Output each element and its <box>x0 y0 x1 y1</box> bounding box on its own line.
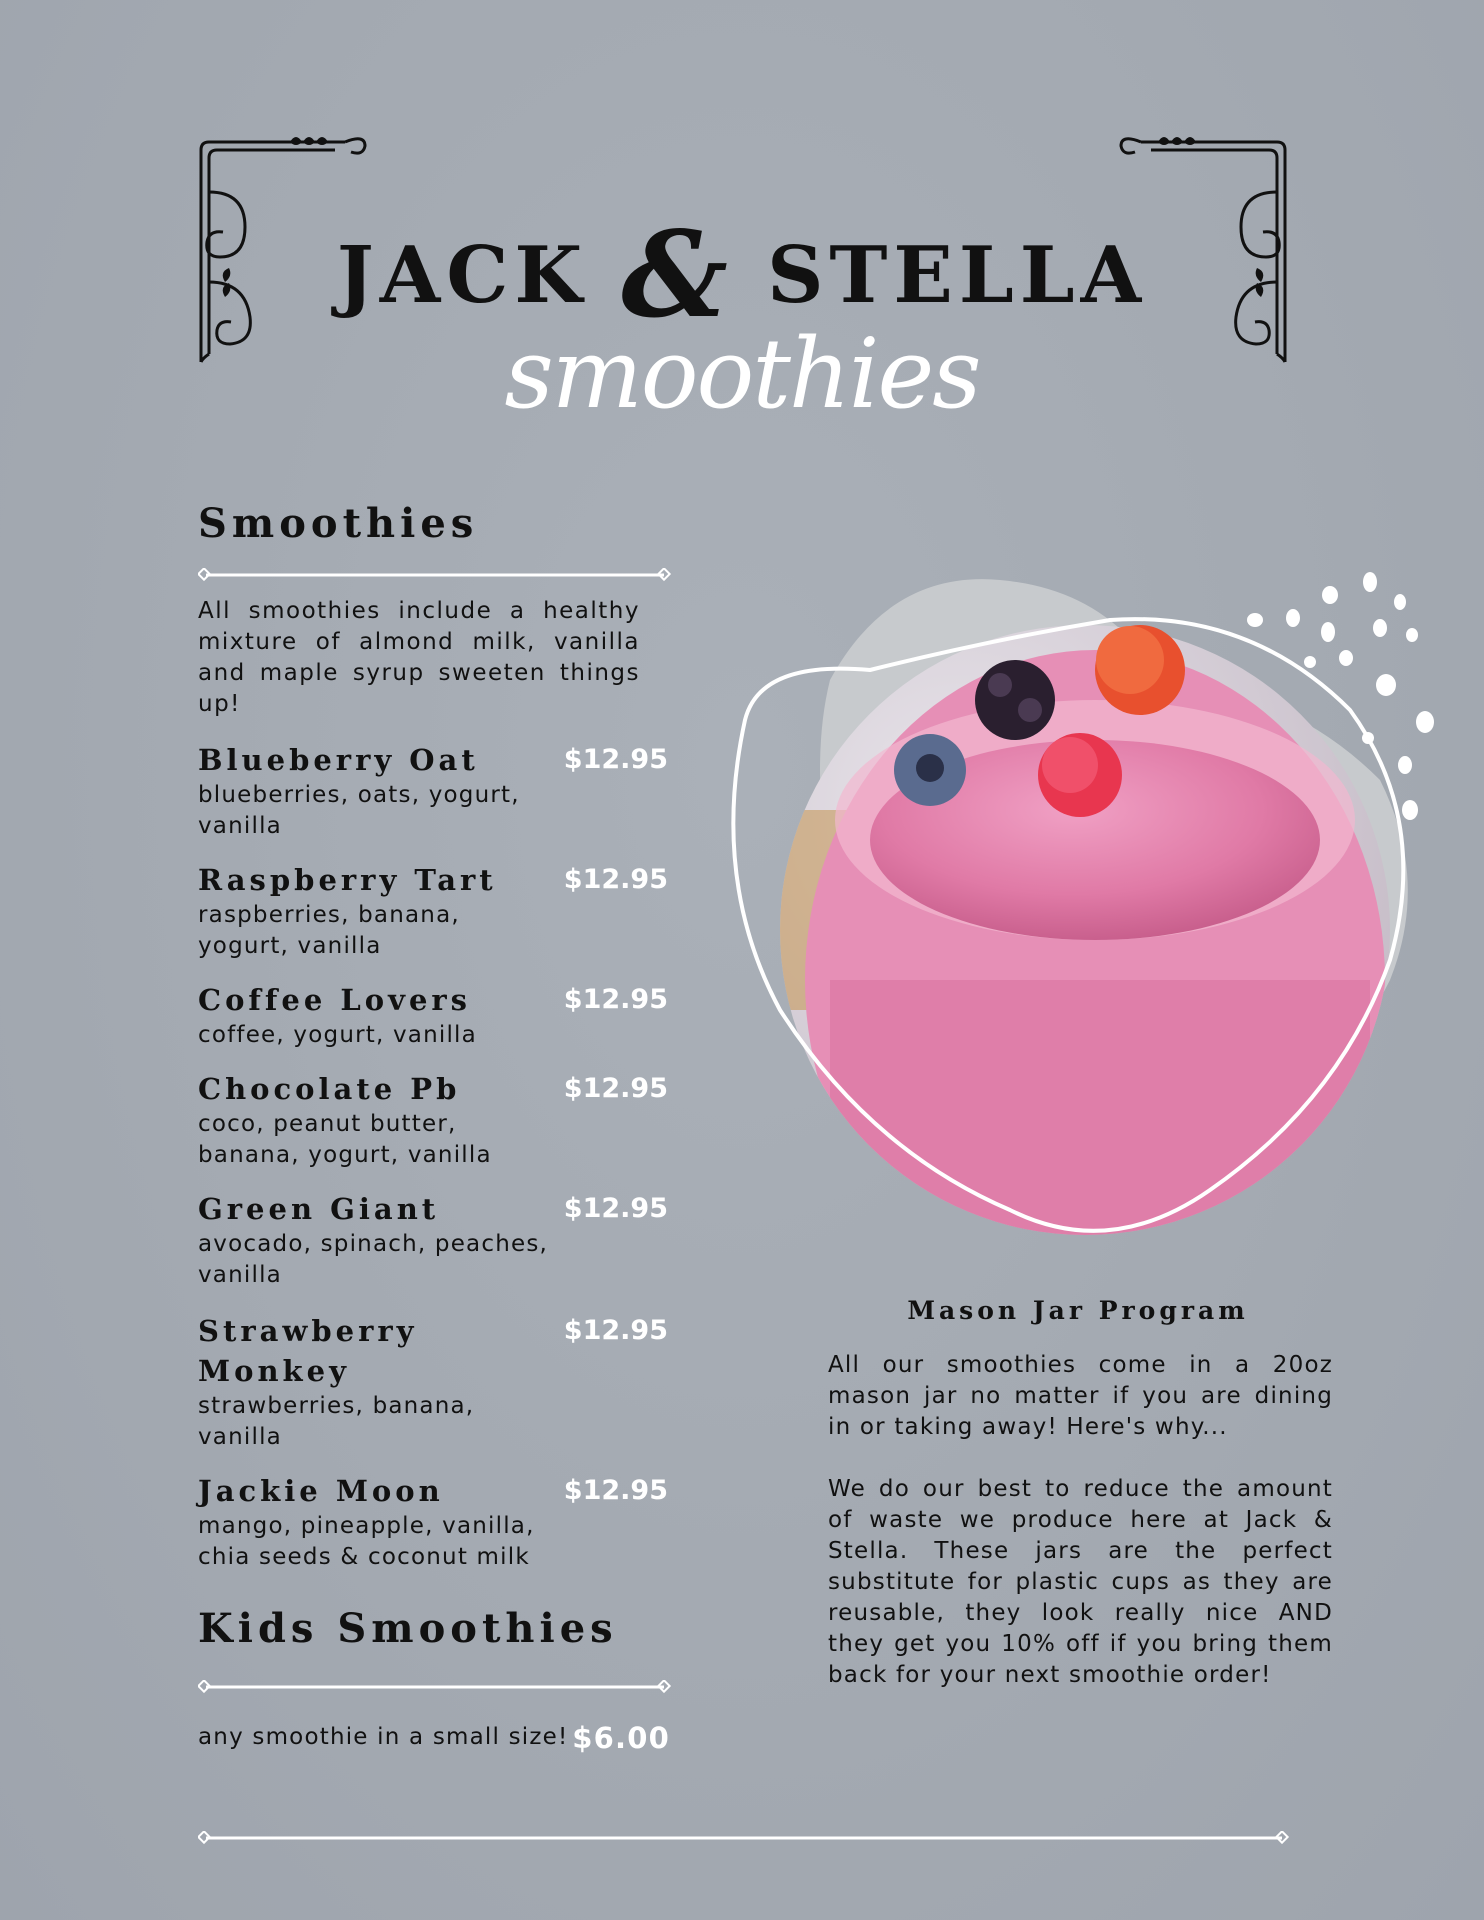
smoothie-photo <box>690 560 1450 1260</box>
kids-offer <box>198 1721 670 1755</box>
item-price: $12.95 <box>563 1315 668 1346</box>
smoothies-intro: All smoothies include a healthy mixture of almond milk, vanilla and maple syrup sweeten things up! <box>198 598 640 717</box>
item-name: Green Giant <box>198 1192 440 1226</box>
item-price: $12.95 <box>563 744 668 775</box>
item-price: $12.95 <box>563 864 668 895</box>
item-price: $12.95 <box>563 984 668 1015</box>
menu-item <box>198 980 670 1051</box>
menu-item <box>198 740 670 842</box>
item-name: Raspberry Tart <box>198 863 497 897</box>
item-name: Chocolate Pb <box>198 1072 461 1106</box>
item-description: avocado, spinach, peaches, vanilla <box>198 1231 549 1288</box>
kids-price: $6.00 <box>572 1721 670 1755</box>
divider <box>198 1680 672 1694</box>
item-description: strawberries, banana, vanilla <box>198 1393 475 1450</box>
kids-offer-text: any smoothie in a small size! <box>198 1724 569 1750</box>
mason-paragraph-1: All our smoothies come in a 20oz mason jar no matter if you are dining in or taking away! Here's why... <box>828 1352 1333 1440</box>
item-price: $12.95 <box>563 1193 668 1224</box>
item-name: Blueberry Oat <box>198 743 479 777</box>
item-name: Jackie Moon <box>198 1474 444 1508</box>
menu-item <box>198 860 670 962</box>
section-heading-smoothies: Smoothies <box>198 500 479 547</box>
item-price: $12.95 <box>563 1073 668 1104</box>
mason-paragraph-2: We do our best to reduce the amount of waste we produce here at Jack & Stella. These jars are the perfect substitute for plastic cups as they are reusable, they look really nice AND they get you 10% off if you bring them back for your next smoothie order! <box>828 1476 1333 1688</box>
menu-item <box>198 1471 670 1573</box>
brand-subtitle: smoothies <box>504 318 980 430</box>
item-description: coco, peanut butter, banana, yogurt, vanilla <box>198 1111 492 1168</box>
item-description: coffee, yogurt, vanilla <box>198 1022 477 1048</box>
brand-name-left: JACK <box>336 230 589 321</box>
menu-item <box>198 1311 670 1453</box>
menu-item <box>198 1189 670 1291</box>
divider <box>198 568 672 582</box>
mason-heading: Mason Jar Program <box>907 1296 1249 1325</box>
item-name: Strawberry Monkey <box>198 1314 418 1388</box>
item-description: raspberries, banana, yogurt, vanilla <box>198 902 460 959</box>
brand-ampersand: & <box>621 205 734 344</box>
item-name: Coffee Lovers <box>198 983 472 1017</box>
item-description: blueberries, oats, yogurt, vanilla <box>198 782 520 839</box>
brand-name-right: STELLA <box>767 230 1148 321</box>
item-description: mango, pineapple, vanilla, chia seeds & coconut milk <box>198 1513 535 1570</box>
menu-item <box>198 1069 670 1171</box>
item-price: $12.95 <box>563 1475 668 1506</box>
bottom-divider <box>198 1830 1290 1844</box>
section-heading-kids: Kids Smoothies <box>198 1605 618 1652</box>
